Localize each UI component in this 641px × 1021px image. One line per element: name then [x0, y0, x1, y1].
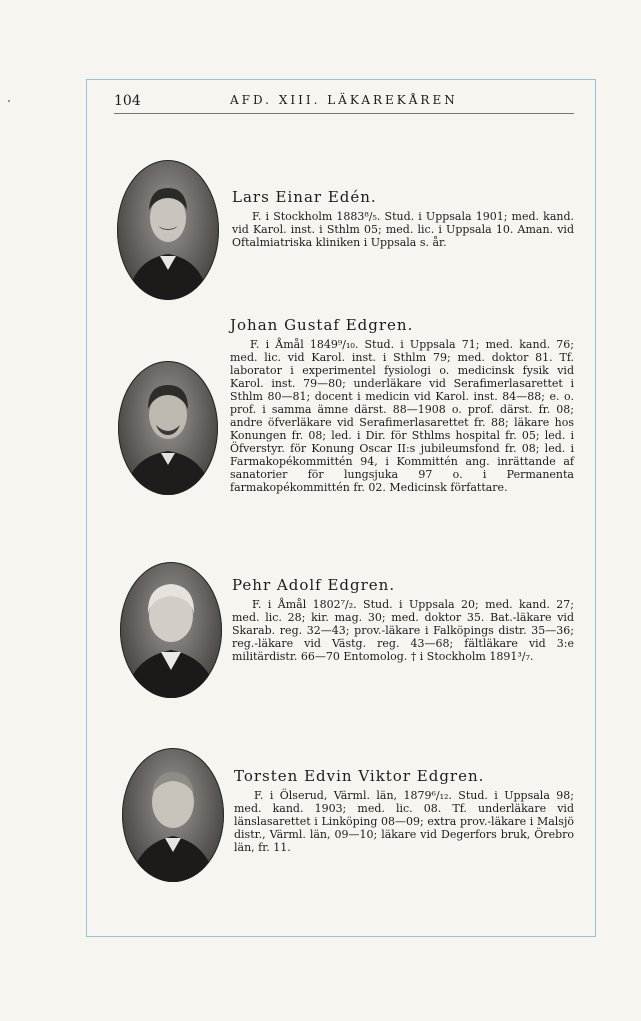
- entry-biography: F. i Stockholm 1883⁸/₅. Stud. i Uppsala 1901; med. kand. vid Karol. inst. i Sthlm 05; med. lic. i Uppsala 10. Aman. vid Oftalmiatriska kliniken i Uppsala s. år.: [232, 210, 574, 249]
- portrait-figure: [122, 748, 224, 882]
- portrait-johan-gustaf-edgren: [118, 361, 218, 495]
- entry-name: Lars Einar Edén.: [232, 188, 377, 206]
- entry-name: Torsten Edvin Viktor Edgren.: [234, 767, 485, 785]
- running-title: AFD. XIII. LÄKAREKÅREN: [230, 93, 458, 107]
- margin-speck: [8, 100, 10, 102]
- portrait-pehr-adolf-edgren: [120, 562, 222, 698]
- portrait-figure: [118, 361, 218, 495]
- portrait-torsten-edvin-viktor-edgren: [122, 748, 224, 882]
- entry-biography: F. i Ölserud, Värml. län, 1879⁶/₁₂. Stud. i Uppsala 98; med. kand. 1903; med. lic. 08. Tf. underläkare vid länslasarettet i Linköping 08—09; extra prov.-läkare i Malsjö distr., Värml. län, 09—10; läkare vid Degerfors bruk, Örebro län, fr. 11.: [234, 789, 574, 854]
- entry-johan-gustaf-edgren: [230, 316, 574, 494]
- entry-name: Johan Gustaf Edgren.: [230, 316, 414, 334]
- entry-pehr-adolf-edgren: [232, 576, 574, 663]
- entry-biography: F. i Åmål 1849⁹/₁₀. Stud. i Uppsala 71; med. kand. 76; med. lic. vid Karol. inst. i Sthlm 79; med. doktor 81. Tf. laborator i experimentel fysiologi o. medicinsk fysik vid Karol. inst. 79—80; underläkare vid Serafimerlasarettet i Sthlm 80—81; docent i medicin vid Karol. inst. 84—88; e. o. prof. i samma ämne därst. 88—1908 o. prof. därst. fr. 08; andre öfverläkare vid Serafimerlasarettet fr. 88; läkare hos Konungen fr. 08; led. i Dir. för Sthlms hospital fr. 05; led. i Öfverstyr. för Konung Oscar II:s jubileumsfond fr. 08; led. i Farmakopékommittén 94, i Kommittén ang. inrättande af sanatorier för lungsjuka 97 o. i Permanenta farmakopékommittén fr. 02. Medicinsk författare.: [230, 338, 574, 494]
- entry-torsten-edvin-viktor-edgren: [234, 767, 574, 854]
- entry-name: Pehr Adolf Edgren.: [232, 576, 396, 594]
- page-number: 104: [114, 93, 141, 109]
- portrait-figure: [120, 562, 222, 698]
- running-header: [114, 93, 574, 114]
- entry-biography: F. i Åmål 1802⁷/₂. Stud. i Uppsala 20; med. kand. 27; med. lic. 28; kir. mag. 30; med. doktor 35. Bat.-läkare vid Skarab. reg. 32—43; prov.-läkare i Falköpings distr. 35—36; reg.-läkare vid Västg. reg. 43—68; fältläkare vid 3:e militärdistr. 66—70 Entomolog. † i Stockholm 1891³/₇.: [232, 598, 574, 663]
- portrait-figure: [117, 160, 219, 300]
- portrait-lars-einar-eden: [117, 160, 219, 300]
- entry-lars-einar-eden: [232, 188, 574, 249]
